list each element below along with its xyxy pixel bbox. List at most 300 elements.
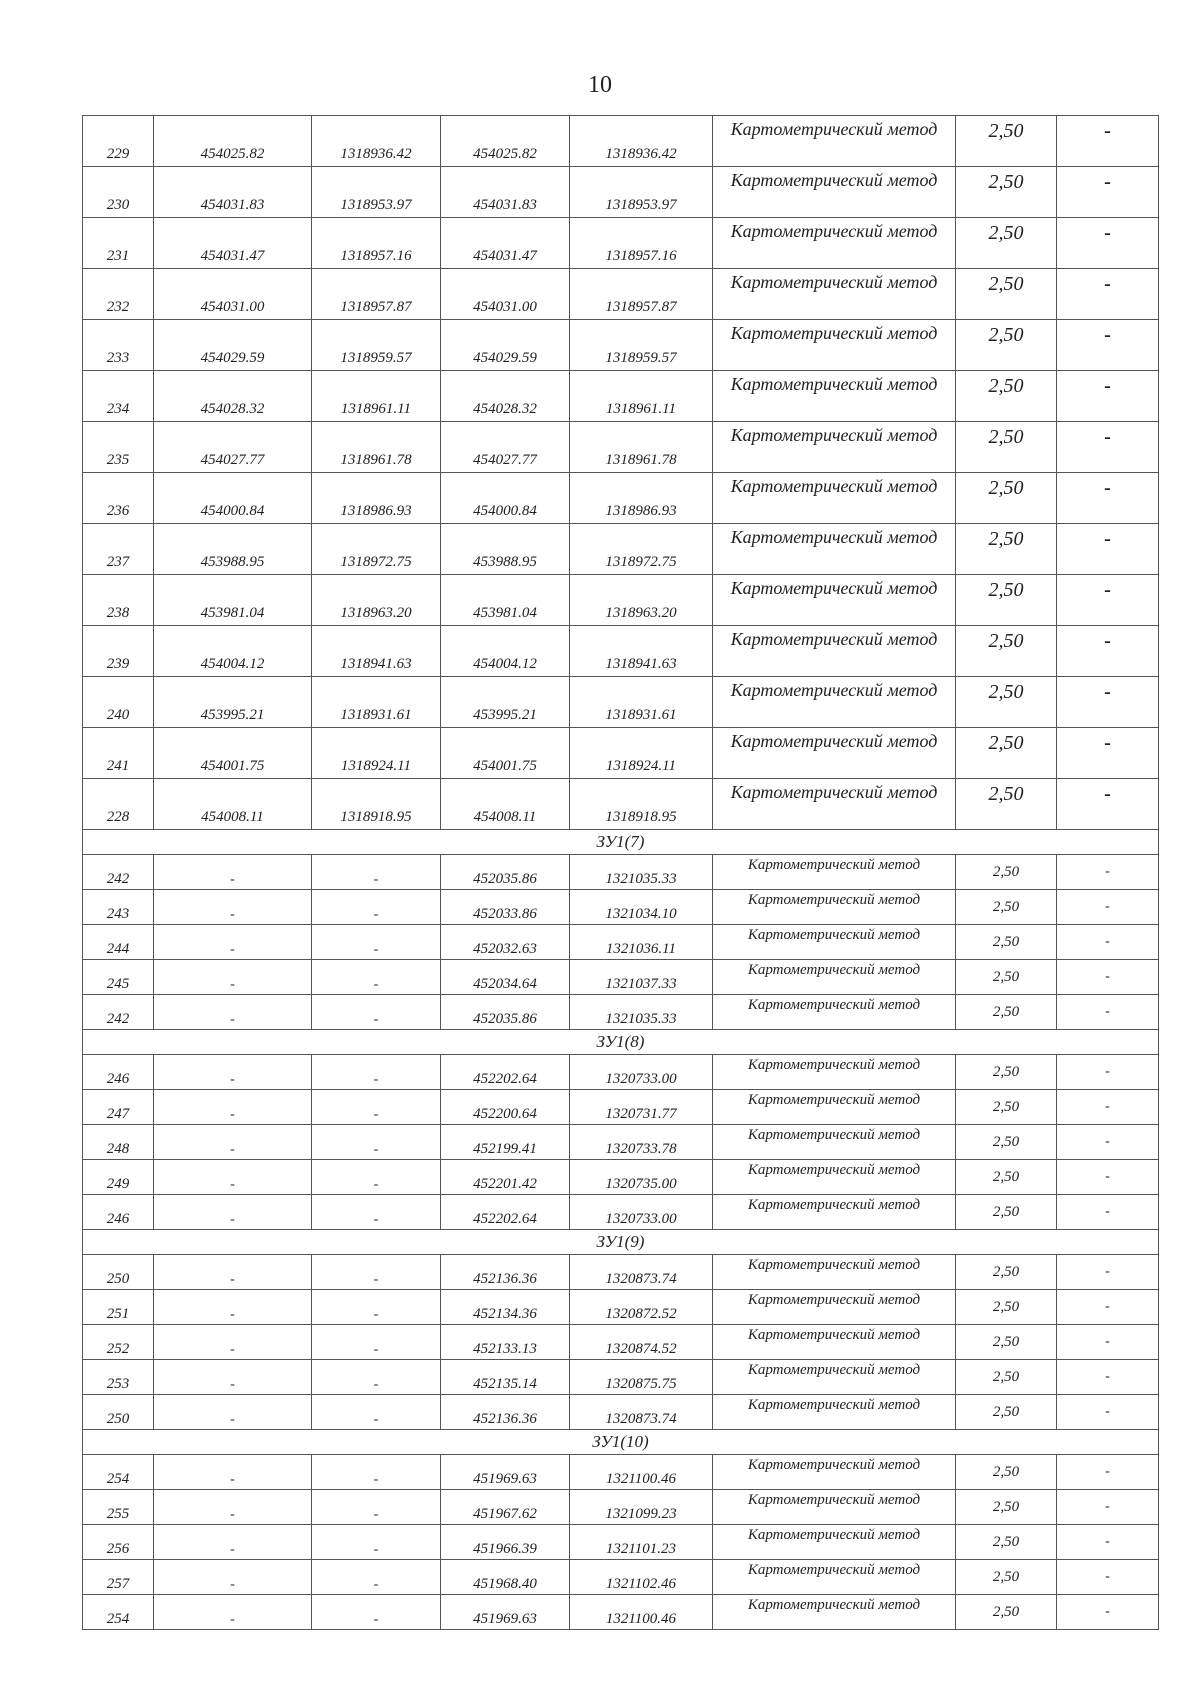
y-new-cell: 1318936.42 [570, 116, 713, 167]
method-cell: Картометрический метод [713, 1090, 956, 1125]
error-cell: 2,50 [956, 1525, 1057, 1560]
table-row [83, 575, 1159, 626]
table-row [83, 1325, 1159, 1360]
y-old-cell: - [312, 1490, 441, 1525]
x-old-cell: 454031.47 [154, 218, 312, 269]
point-number-cell: 235 [83, 422, 154, 473]
y-new-cell: 1321101.23 [570, 1525, 713, 1560]
x-new-cell: 451968.40 [441, 1560, 570, 1595]
y-old-cell: - [312, 1195, 441, 1230]
table-row [83, 218, 1159, 269]
y-new-cell: 1318961.78 [570, 422, 713, 473]
y-new-cell: 1320873.74 [570, 1395, 713, 1430]
note-cell: - [1057, 116, 1159, 167]
note-cell: - [1057, 371, 1159, 422]
y-old-cell: 1318931.61 [312, 677, 441, 728]
method-cell: Картометрический метод [713, 1195, 956, 1230]
section-title-row [83, 1230, 1159, 1255]
y-new-cell: 1320874.52 [570, 1325, 713, 1360]
x-old-cell: 454008.11 [154, 779, 312, 830]
y-old-cell: - [312, 1255, 441, 1290]
x-old-cell: - [154, 1325, 312, 1360]
note-cell: - [1057, 575, 1159, 626]
y-old-cell: - [312, 1055, 441, 1090]
error-cell: 2,50 [956, 1595, 1057, 1630]
y-old-cell: - [312, 1395, 441, 1430]
table-row [83, 473, 1159, 524]
y-new-cell: 1318986.93 [570, 473, 713, 524]
note-cell: - [1057, 890, 1159, 925]
point-number-cell: 254 [83, 1595, 154, 1630]
note-cell: - [1057, 1125, 1159, 1160]
x-new-cell: 453981.04 [441, 575, 570, 626]
y-old-cell: 1318963.20 [312, 575, 441, 626]
error-cell: 2,50 [956, 925, 1057, 960]
note-cell: - [1057, 677, 1159, 728]
table-row [83, 1395, 1159, 1430]
y-new-cell: 1321035.33 [570, 855, 713, 890]
error-cell: 2,50 [956, 1560, 1057, 1595]
y-new-cell: 1321102.46 [570, 1560, 713, 1595]
y-new-cell: 1318941.63 [570, 626, 713, 677]
y-old-cell: 1318924.11 [312, 728, 441, 779]
note-cell: - [1057, 1490, 1159, 1525]
point-number-cell: 238 [83, 575, 154, 626]
error-cell: 2,50 [956, 1360, 1057, 1395]
section-title-row [83, 1430, 1159, 1455]
method-cell: Картометрический метод [713, 1490, 956, 1525]
table-row [83, 1525, 1159, 1560]
point-number-cell: 245 [83, 960, 154, 995]
x-old-cell: 454004.12 [154, 626, 312, 677]
table-row [83, 524, 1159, 575]
x-new-cell: 452134.36 [441, 1290, 570, 1325]
x-new-cell: 452202.64 [441, 1055, 570, 1090]
error-cell: 2,50 [956, 677, 1057, 728]
error-cell: 2,50 [956, 422, 1057, 473]
y-new-cell: 1321100.46 [570, 1455, 713, 1490]
table-row [83, 269, 1159, 320]
point-number-cell: 230 [83, 167, 154, 218]
method-cell: Картометрический метод [713, 1595, 956, 1630]
method-cell: Картометрический метод [713, 167, 956, 218]
note-cell: - [1057, 218, 1159, 269]
x-new-cell: 452135.14 [441, 1360, 570, 1395]
table-row [83, 1195, 1159, 1230]
x-old-cell: - [154, 1160, 312, 1195]
y-new-cell: 1318953.97 [570, 167, 713, 218]
note-cell: - [1057, 925, 1159, 960]
table-row [83, 1455, 1159, 1490]
point-number-cell: 234 [83, 371, 154, 422]
table-row [83, 1255, 1159, 1290]
y-old-cell: - [312, 855, 441, 890]
x-old-cell: 454000.84 [154, 473, 312, 524]
y-old-cell: 1318957.87 [312, 269, 441, 320]
method-cell: Картометрический метод [713, 1160, 956, 1195]
y-old-cell: - [312, 960, 441, 995]
point-number-cell: 246 [83, 1055, 154, 1090]
x-old-cell: - [154, 1255, 312, 1290]
section-title-row [83, 1030, 1159, 1055]
x-new-cell: 451969.63 [441, 1455, 570, 1490]
note-cell: - [1057, 626, 1159, 677]
x-old-cell: - [154, 1125, 312, 1160]
error-cell: 2,50 [956, 995, 1057, 1030]
x-new-cell: 452202.64 [441, 1195, 570, 1230]
error-cell: 2,50 [956, 1195, 1057, 1230]
x-new-cell: 454027.77 [441, 422, 570, 473]
x-old-cell: - [154, 925, 312, 960]
note-cell: - [1057, 473, 1159, 524]
x-new-cell: 454004.12 [441, 626, 570, 677]
table-row [83, 890, 1159, 925]
method-cell: Картометрический метод [713, 855, 956, 890]
table-row [83, 1055, 1159, 1090]
x-old-cell: 453981.04 [154, 575, 312, 626]
method-cell: Картометрический метод [713, 925, 956, 960]
note-cell: - [1057, 1195, 1159, 1230]
x-old-cell: 453988.95 [154, 524, 312, 575]
method-cell: Картометрический метод [713, 890, 956, 925]
y-old-cell: - [312, 995, 441, 1030]
method-cell: Картометрический метод [713, 779, 956, 830]
point-number-cell: 243 [83, 890, 154, 925]
x-new-cell: 452201.42 [441, 1160, 570, 1195]
error-cell: 2,50 [956, 167, 1057, 218]
method-cell: Картометрический метод [713, 1360, 956, 1395]
point-number-cell: 253 [83, 1360, 154, 1395]
point-number-cell: 232 [83, 269, 154, 320]
coordinates-table [82, 115, 1159, 1630]
x-new-cell: 454031.83 [441, 167, 570, 218]
x-new-cell: 454025.82 [441, 116, 570, 167]
method-cell: Картометрический метод [713, 728, 956, 779]
y-old-cell: - [312, 1455, 441, 1490]
y-old-cell: - [312, 1090, 441, 1125]
note-cell: - [1057, 1255, 1159, 1290]
error-cell: 2,50 [956, 1325, 1057, 1360]
x-new-cell: 453988.95 [441, 524, 570, 575]
error-cell: 2,50 [956, 473, 1057, 524]
y-old-cell: 1318972.75 [312, 524, 441, 575]
method-cell: Картометрический метод [713, 524, 956, 575]
y-new-cell: 1318957.87 [570, 269, 713, 320]
x-new-cell: 454028.32 [441, 371, 570, 422]
y-old-cell: - [312, 1595, 441, 1630]
x-old-cell: - [154, 960, 312, 995]
point-number-cell: 249 [83, 1160, 154, 1195]
y-old-cell: - [312, 1125, 441, 1160]
y-new-cell: 1320733.00 [570, 1195, 713, 1230]
error-cell: 2,50 [956, 626, 1057, 677]
method-cell: Картометрический метод [713, 422, 956, 473]
note-cell: - [1057, 1325, 1159, 1360]
y-new-cell: 1321034.10 [570, 890, 713, 925]
y-old-cell: - [312, 1560, 441, 1595]
table-row [83, 422, 1159, 473]
x-new-cell: 452034.64 [441, 960, 570, 995]
note-cell: - [1057, 167, 1159, 218]
table-row [83, 1290, 1159, 1325]
x-new-cell: 454000.84 [441, 473, 570, 524]
table-row [83, 779, 1159, 830]
method-cell: Картометрический метод [713, 1055, 956, 1090]
method-cell: Картометрический метод [713, 626, 956, 677]
x-new-cell: 452136.36 [441, 1395, 570, 1430]
y-old-cell: - [312, 1525, 441, 1560]
point-number-cell: 251 [83, 1290, 154, 1325]
table-row [83, 1595, 1159, 1630]
note-cell: - [1057, 524, 1159, 575]
y-old-cell: - [312, 1360, 441, 1395]
point-number-cell: 241 [83, 728, 154, 779]
note-cell: - [1057, 960, 1159, 995]
point-number-cell: 257 [83, 1560, 154, 1595]
y-old-cell: 1318936.42 [312, 116, 441, 167]
y-new-cell: 1320875.75 [570, 1360, 713, 1395]
x-new-cell: 454031.47 [441, 218, 570, 269]
x-old-cell: 453995.21 [154, 677, 312, 728]
note-cell: - [1057, 855, 1159, 890]
error-cell: 2,50 [956, 1490, 1057, 1525]
table-row [83, 116, 1159, 167]
note-cell: - [1057, 1055, 1159, 1090]
y-new-cell: 1320873.74 [570, 1255, 713, 1290]
error-cell: 2,50 [956, 960, 1057, 995]
y-new-cell: 1320735.00 [570, 1160, 713, 1195]
table-row [83, 1490, 1159, 1525]
x-new-cell: 451966.39 [441, 1525, 570, 1560]
x-new-cell: 452033.86 [441, 890, 570, 925]
table-row [83, 995, 1159, 1030]
method-cell: Картометрический метод [713, 1325, 956, 1360]
y-new-cell: 1321099.23 [570, 1490, 713, 1525]
x-new-cell: 454001.75 [441, 728, 570, 779]
y-new-cell: 1320733.78 [570, 1125, 713, 1160]
table-row [83, 320, 1159, 371]
x-old-cell: 454028.32 [154, 371, 312, 422]
y-old-cell: 1318941.63 [312, 626, 441, 677]
table-row [83, 855, 1159, 890]
x-old-cell: - [154, 1055, 312, 1090]
table-row [83, 371, 1159, 422]
table-row [83, 1560, 1159, 1595]
note-cell: - [1057, 779, 1159, 830]
error-cell: 2,50 [956, 320, 1057, 371]
note-cell: - [1057, 320, 1159, 371]
y-new-cell: 1318931.61 [570, 677, 713, 728]
point-number-cell: 228 [83, 779, 154, 830]
method-cell: Картометрический метод [713, 1255, 956, 1290]
method-cell: Картометрический метод [713, 1560, 956, 1595]
x-new-cell: 452035.86 [441, 855, 570, 890]
point-number-cell: 247 [83, 1090, 154, 1125]
error-cell: 2,50 [956, 1090, 1057, 1125]
error-cell: 2,50 [956, 1125, 1057, 1160]
method-cell: Картометрический метод [713, 473, 956, 524]
y-old-cell: - [312, 1325, 441, 1360]
x-old-cell: - [154, 855, 312, 890]
point-number-cell: 244 [83, 925, 154, 960]
method-cell: Картометрический метод [713, 218, 956, 269]
error-cell: 2,50 [956, 116, 1057, 167]
error-cell: 2,50 [956, 1255, 1057, 1290]
section-title: ЗУ1(9) [83, 1230, 1159, 1255]
error-cell: 2,50 [956, 890, 1057, 925]
y-new-cell: 1318972.75 [570, 524, 713, 575]
error-cell: 2,50 [956, 371, 1057, 422]
table-row [83, 1090, 1159, 1125]
y-old-cell: - [312, 890, 441, 925]
table-row [83, 167, 1159, 218]
y-new-cell: 1318963.20 [570, 575, 713, 626]
y-old-cell: - [312, 1160, 441, 1195]
point-number-cell: 240 [83, 677, 154, 728]
table-row [83, 925, 1159, 960]
y-old-cell: 1318918.95 [312, 779, 441, 830]
point-number-cell: 246 [83, 1195, 154, 1230]
method-cell: Картометрический метод [713, 677, 956, 728]
section-title: ЗУ1(10) [83, 1430, 1159, 1455]
error-cell: 2,50 [956, 218, 1057, 269]
note-cell: - [1057, 1560, 1159, 1595]
point-number-cell: 231 [83, 218, 154, 269]
y-new-cell: 1321035.33 [570, 995, 713, 1030]
note-cell: - [1057, 1525, 1159, 1560]
x-old-cell: 454031.83 [154, 167, 312, 218]
note-cell: - [1057, 1455, 1159, 1490]
table-row [83, 728, 1159, 779]
point-number-cell: 237 [83, 524, 154, 575]
x-old-cell: - [154, 1490, 312, 1525]
error-cell: 2,50 [956, 1055, 1057, 1090]
table-row [83, 1160, 1159, 1195]
section-title: ЗУ1(7) [83, 830, 1159, 855]
method-cell: Картометрический метод [713, 320, 956, 371]
x-new-cell: 452200.64 [441, 1090, 570, 1125]
y-new-cell: 1321036.11 [570, 925, 713, 960]
y-new-cell: 1318924.11 [570, 728, 713, 779]
error-cell: 2,50 [956, 855, 1057, 890]
x-new-cell: 454031.00 [441, 269, 570, 320]
error-cell: 2,50 [956, 779, 1057, 830]
note-cell: - [1057, 422, 1159, 473]
method-cell: Картометрический метод [713, 116, 956, 167]
method-cell: Картометрический метод [713, 1290, 956, 1325]
y-old-cell: 1318957.16 [312, 218, 441, 269]
x-new-cell: 451967.62 [441, 1490, 570, 1525]
x-new-cell: 453995.21 [441, 677, 570, 728]
x-old-cell: 454025.82 [154, 116, 312, 167]
point-number-cell: 233 [83, 320, 154, 371]
method-cell: Картометрический метод [713, 1525, 956, 1560]
point-number-cell: 242 [83, 995, 154, 1030]
y-new-cell: 1320872.52 [570, 1290, 713, 1325]
method-cell: Картометрический метод [713, 1395, 956, 1430]
y-old-cell: 1318959.57 [312, 320, 441, 371]
table-row [83, 1360, 1159, 1395]
table-row [83, 960, 1159, 995]
note-cell: - [1057, 1595, 1159, 1630]
point-number-cell: 248 [83, 1125, 154, 1160]
y-new-cell: 1321037.33 [570, 960, 713, 995]
y-old-cell: 1318961.78 [312, 422, 441, 473]
error-cell: 2,50 [956, 269, 1057, 320]
y-new-cell: 1318918.95 [570, 779, 713, 830]
x-new-cell: 451969.63 [441, 1595, 570, 1630]
x-new-cell: 454008.11 [441, 779, 570, 830]
x-new-cell: 452136.36 [441, 1255, 570, 1290]
table-row [83, 1125, 1159, 1160]
x-old-cell: - [154, 1290, 312, 1325]
section-title-row [83, 830, 1159, 855]
y-new-cell: 1318957.16 [570, 218, 713, 269]
y-old-cell: - [312, 925, 441, 960]
x-old-cell: - [154, 1525, 312, 1560]
error-cell: 2,50 [956, 728, 1057, 779]
x-old-cell: - [154, 1360, 312, 1395]
note-cell: - [1057, 1160, 1159, 1195]
table-row [83, 626, 1159, 677]
x-old-cell: - [154, 1195, 312, 1230]
error-cell: 2,50 [956, 575, 1057, 626]
table-body [83, 116, 1159, 1630]
x-new-cell: 452035.86 [441, 995, 570, 1030]
x-old-cell: - [154, 1395, 312, 1430]
x-old-cell: 454001.75 [154, 728, 312, 779]
point-number-cell: 242 [83, 855, 154, 890]
note-cell: - [1057, 1360, 1159, 1395]
x-new-cell: 452199.41 [441, 1125, 570, 1160]
y-old-cell: 1318986.93 [312, 473, 441, 524]
method-cell: Картометрический метод [713, 371, 956, 422]
error-cell: 2,50 [956, 1395, 1057, 1430]
method-cell: Картометрический метод [713, 995, 956, 1030]
y-new-cell: 1318961.11 [570, 371, 713, 422]
note-cell: - [1057, 269, 1159, 320]
note-cell: - [1057, 728, 1159, 779]
note-cell: - [1057, 1395, 1159, 1430]
x-old-cell: 454027.77 [154, 422, 312, 473]
error-cell: 2,50 [956, 524, 1057, 575]
point-number-cell: 236 [83, 473, 154, 524]
x-old-cell: 454029.59 [154, 320, 312, 371]
x-old-cell: - [154, 1595, 312, 1630]
point-number-cell: 254 [83, 1455, 154, 1490]
point-number-cell: 229 [83, 116, 154, 167]
x-new-cell: 452133.13 [441, 1325, 570, 1360]
method-cell: Картометрический метод [713, 1125, 956, 1160]
y-old-cell: 1318961.11 [312, 371, 441, 422]
y-new-cell: 1320733.00 [570, 1055, 713, 1090]
point-number-cell: 250 [83, 1395, 154, 1430]
x-new-cell: 454029.59 [441, 320, 570, 371]
note-cell: - [1057, 995, 1159, 1030]
error-cell: 2,50 [956, 1455, 1057, 1490]
method-cell: Картометрический метод [713, 1455, 956, 1490]
point-number-cell: 252 [83, 1325, 154, 1360]
note-cell: - [1057, 1090, 1159, 1125]
y-old-cell: 1318953.97 [312, 167, 441, 218]
x-new-cell: 452032.63 [441, 925, 570, 960]
x-old-cell: - [154, 1560, 312, 1595]
page-number: 10 [588, 72, 612, 98]
method-cell: Картометрический метод [713, 575, 956, 626]
table-row [83, 677, 1159, 728]
y-new-cell: 1320731.77 [570, 1090, 713, 1125]
method-cell: Картометрический метод [713, 269, 956, 320]
